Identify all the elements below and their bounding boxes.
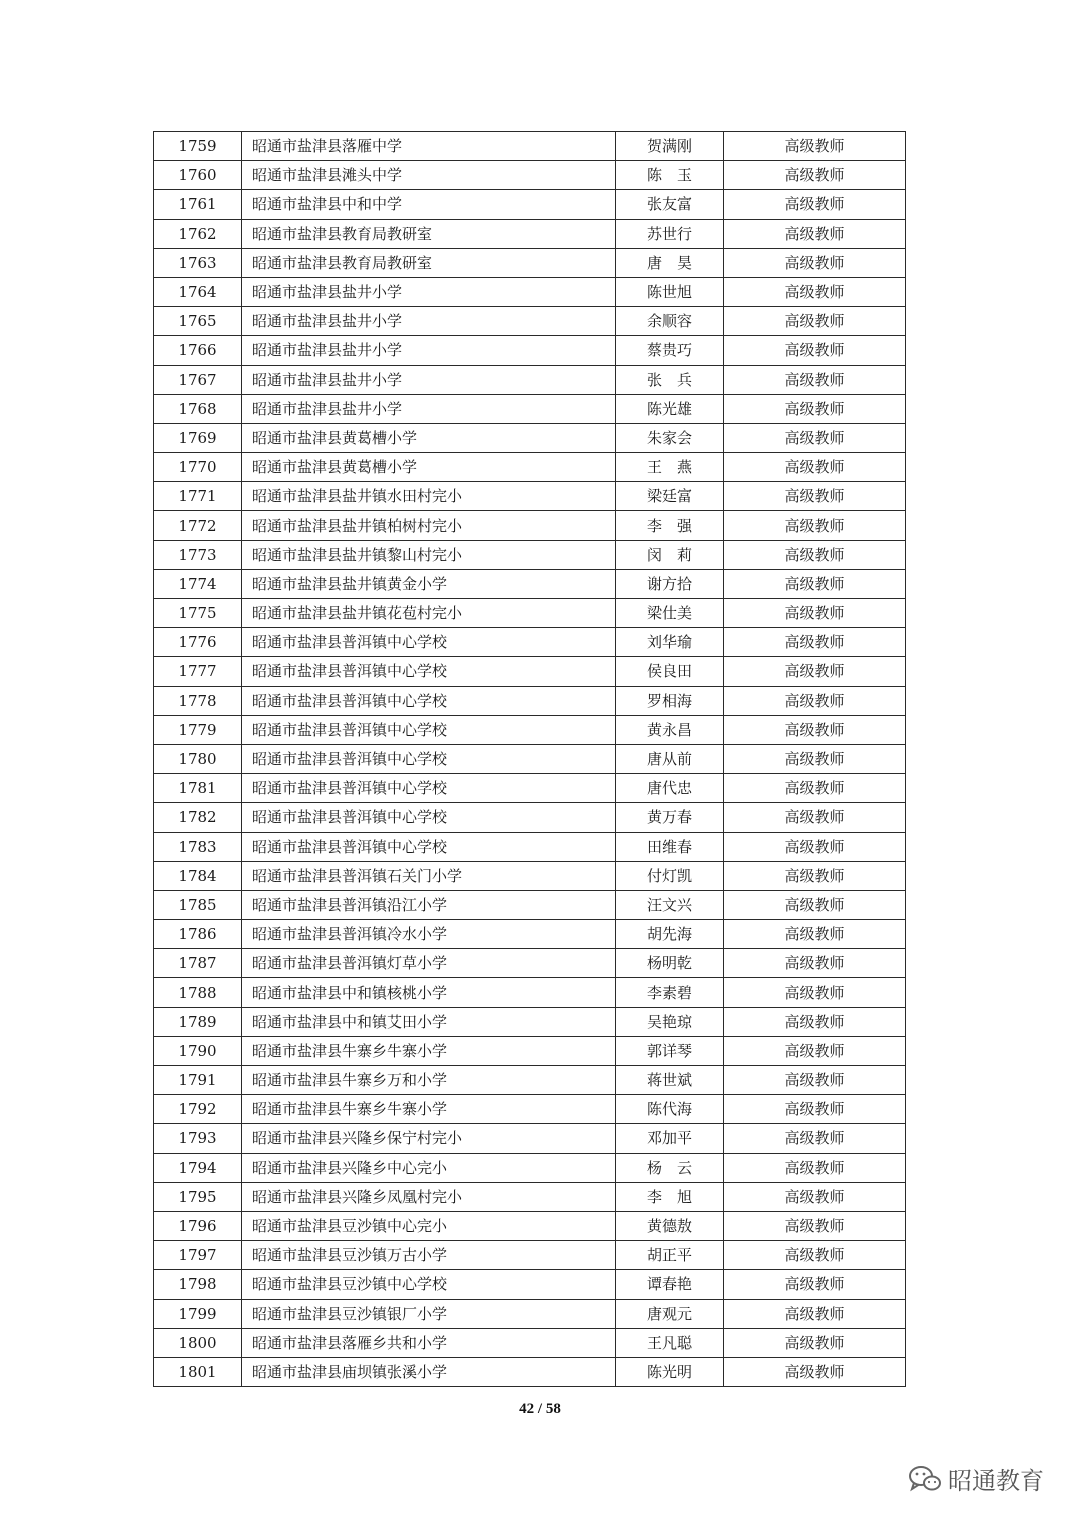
teacher-name: 唐代忠 (616, 774, 724, 803)
row-number: 1798 (154, 1270, 242, 1299)
teacher-name: 闵 莉 (616, 540, 724, 569)
school-name: 昭通市盐津县黄葛槽小学 (242, 453, 616, 482)
teacher-title: 高级教师 (724, 482, 906, 511)
row-number: 1776 (154, 628, 242, 657)
table-row (154, 1270, 906, 1299)
table-row (154, 511, 906, 540)
teacher-title: 高级教师 (724, 1182, 906, 1211)
school-name: 昭通市盐津县普洱镇中心学校 (242, 774, 616, 803)
teacher-title: 高级教师 (724, 978, 906, 1007)
table-row (154, 365, 906, 394)
teacher-name: 杨 云 (616, 1153, 724, 1182)
table-row (154, 1124, 906, 1153)
teacher-title: 高级教师 (724, 1124, 906, 1153)
row-number: 1771 (154, 482, 242, 511)
row-number: 1801 (154, 1357, 242, 1386)
teacher-title: 高级教师 (724, 628, 906, 657)
teacher-title: 高级教师 (724, 453, 906, 482)
row-number: 1778 (154, 686, 242, 715)
teacher-name: 贺满刚 (616, 132, 724, 161)
school-name: 昭通市盐津县普洱镇中心学校 (242, 657, 616, 686)
teacher-table (153, 131, 906, 1387)
row-number: 1766 (154, 336, 242, 365)
row-number: 1785 (154, 890, 242, 919)
table-row (154, 307, 906, 336)
table-row (154, 540, 906, 569)
teacher-title: 高级教师 (724, 1270, 906, 1299)
table-row (154, 861, 906, 890)
table-row (154, 890, 906, 919)
teacher-title: 高级教师 (724, 569, 906, 598)
table-row (154, 423, 906, 452)
school-name: 昭通市盐津县中和镇艾田小学 (242, 1007, 616, 1036)
teacher-name: 余顺容 (616, 307, 724, 336)
school-name: 昭通市盐津县滩头中学 (242, 161, 616, 190)
teacher-name: 苏世行 (616, 219, 724, 248)
school-name: 昭通市盐津县盐井镇水田村完小 (242, 482, 616, 511)
teacher-name: 张友富 (616, 190, 724, 219)
row-number: 1789 (154, 1007, 242, 1036)
teacher-name: 李 旭 (616, 1182, 724, 1211)
table-row (154, 1095, 906, 1124)
school-name: 昭通市盐津县豆沙镇万古小学 (242, 1241, 616, 1270)
table-row (154, 190, 906, 219)
row-number: 1775 (154, 599, 242, 628)
row-number: 1790 (154, 1036, 242, 1065)
row-number: 1767 (154, 365, 242, 394)
page-number: 42 / 58 (519, 1401, 561, 1417)
row-number: 1764 (154, 277, 242, 306)
school-name: 昭通市盐津县教育局教研室 (242, 219, 616, 248)
teacher-title: 高级教师 (724, 394, 906, 423)
teacher-title: 高级教师 (724, 1095, 906, 1124)
school-name: 昭通市盐津县盐井小学 (242, 307, 616, 336)
teacher-name: 谢方拾 (616, 569, 724, 598)
teacher-title: 高级教师 (724, 1007, 906, 1036)
teacher-title: 高级教师 (724, 219, 906, 248)
row-number: 1765 (154, 307, 242, 336)
teacher-title: 高级教师 (724, 861, 906, 890)
teacher-title: 高级教师 (724, 657, 906, 686)
teacher-title: 高级教师 (724, 686, 906, 715)
school-name: 昭通市盐津县盐井小学 (242, 336, 616, 365)
teacher-title: 高级教师 (724, 1328, 906, 1357)
teacher-name: 刘华瑜 (616, 628, 724, 657)
row-number: 1768 (154, 394, 242, 423)
teacher-name: 梁廷富 (616, 482, 724, 511)
teacher-title: 高级教师 (724, 540, 906, 569)
teacher-title: 高级教师 (724, 190, 906, 219)
table-row (154, 277, 906, 306)
row-number: 1787 (154, 949, 242, 978)
table-row (154, 1182, 906, 1211)
table-row (154, 1066, 906, 1095)
teacher-name: 王凡聪 (616, 1328, 724, 1357)
teacher-name: 杨明乾 (616, 949, 724, 978)
teacher-title: 高级教师 (724, 599, 906, 628)
school-name: 昭通市盐津县豆沙镇银厂小学 (242, 1299, 616, 1328)
table-row (154, 1299, 906, 1328)
teacher-title: 高级教师 (724, 715, 906, 744)
school-name: 昭通市盐津县牛寨乡万和小学 (242, 1066, 616, 1095)
row-number: 1793 (154, 1124, 242, 1153)
teacher-title: 高级教师 (724, 132, 906, 161)
school-name: 昭通市盐津县兴隆乡中心完小 (242, 1153, 616, 1182)
teacher-title: 高级教师 (724, 423, 906, 452)
teacher-name: 邓加平 (616, 1124, 724, 1153)
teacher-title: 高级教师 (724, 890, 906, 919)
teacher-name: 黄万春 (616, 803, 724, 832)
teacher-name: 唐从前 (616, 744, 724, 773)
school-name: 昭通市盐津县普洱镇冷水小学 (242, 920, 616, 949)
school-name: 昭通市盐津县普洱镇中心学校 (242, 744, 616, 773)
table-row (154, 949, 906, 978)
table-row (154, 628, 906, 657)
wechat-icon (908, 1464, 942, 1494)
table-row (154, 774, 906, 803)
school-name: 昭通市盐津县盐井镇黄金小学 (242, 569, 616, 598)
school-name: 昭通市盐津县盐井小学 (242, 277, 616, 306)
table-row (154, 1036, 906, 1065)
table-row (154, 686, 906, 715)
row-number: 1795 (154, 1182, 242, 1211)
school-name: 昭通市盐津县盐井小学 (242, 394, 616, 423)
school-name: 昭通市盐津县豆沙镇中心学校 (242, 1270, 616, 1299)
teacher-title: 高级教师 (724, 1241, 906, 1270)
table-row (154, 1007, 906, 1036)
teacher-name: 汪文兴 (616, 890, 724, 919)
school-name: 昭通市盐津县普洱镇中心学校 (242, 715, 616, 744)
table-row (154, 832, 906, 861)
table-row (154, 1153, 906, 1182)
teacher-name: 陈 玉 (616, 161, 724, 190)
row-number: 1791 (154, 1066, 242, 1095)
teacher-name: 田维春 (616, 832, 724, 861)
teacher-title: 高级教师 (724, 949, 906, 978)
teacher-name: 蒋世斌 (616, 1066, 724, 1095)
school-name: 昭通市盐津县普洱镇中心学校 (242, 832, 616, 861)
school-name: 昭通市盐津县庙坝镇张溪小学 (242, 1357, 616, 1386)
school-name: 昭通市盐津县普洱镇沿江小学 (242, 890, 616, 919)
table-row (154, 657, 906, 686)
teacher-name: 唐观元 (616, 1299, 724, 1328)
table-row (154, 1357, 906, 1386)
watermark-text: 昭通教育 (948, 1467, 1044, 1495)
row-number: 1794 (154, 1153, 242, 1182)
teacher-title: 高级教师 (724, 365, 906, 394)
table-row (154, 1328, 906, 1357)
teacher-name: 王 燕 (616, 453, 724, 482)
row-number: 1772 (154, 511, 242, 540)
table-row (154, 744, 906, 773)
school-name: 昭通市盐津县兴隆乡凤凰村完小 (242, 1182, 616, 1211)
teacher-title: 高级教师 (724, 511, 906, 540)
table-row (154, 599, 906, 628)
teacher-name: 侯良田 (616, 657, 724, 686)
teacher-name: 张 兵 (616, 365, 724, 394)
table-row (154, 978, 906, 1007)
table-row (154, 482, 906, 511)
row-number: 1779 (154, 715, 242, 744)
school-name: 昭通市盐津县牛寨乡牛寨小学 (242, 1036, 616, 1065)
row-number: 1759 (154, 132, 242, 161)
teacher-title: 高级教师 (724, 336, 906, 365)
table-row (154, 803, 906, 832)
teacher-title: 高级教师 (724, 161, 906, 190)
watermark (908, 1461, 1044, 1496)
table-row (154, 161, 906, 190)
row-number: 1797 (154, 1241, 242, 1270)
school-name: 昭通市盐津县普洱镇中心学校 (242, 686, 616, 715)
teacher-title: 高级教师 (724, 920, 906, 949)
row-number: 1780 (154, 744, 242, 773)
row-number: 1773 (154, 540, 242, 569)
row-number: 1796 (154, 1211, 242, 1240)
school-name: 昭通市盐津县豆沙镇中心完小 (242, 1211, 616, 1240)
teacher-title: 高级教师 (724, 744, 906, 773)
teacher-name: 黄德敖 (616, 1211, 724, 1240)
table-row (154, 132, 906, 161)
table-row (154, 920, 906, 949)
row-number: 1783 (154, 832, 242, 861)
row-number: 1788 (154, 978, 242, 1007)
teacher-title: 高级教师 (724, 803, 906, 832)
school-name: 昭通市盐津县中和镇核桃小学 (242, 978, 616, 1007)
row-number: 1782 (154, 803, 242, 832)
teacher-title: 高级教师 (724, 307, 906, 336)
school-name: 昭通市盐津县中和中学 (242, 190, 616, 219)
school-name: 昭通市盐津县盐井小学 (242, 365, 616, 394)
row-number: 1800 (154, 1328, 242, 1357)
teacher-name: 谭春艳 (616, 1270, 724, 1299)
teacher-name: 唐 昊 (616, 248, 724, 277)
teacher-title: 高级教师 (724, 1066, 906, 1095)
teacher-title: 高级教师 (724, 1211, 906, 1240)
teacher-title: 高级教师 (724, 1153, 906, 1182)
school-name: 昭通市盐津县黄葛槽小学 (242, 423, 616, 452)
teacher-name: 陈世旭 (616, 277, 724, 306)
school-name: 昭通市盐津县普洱镇灯草小学 (242, 949, 616, 978)
teacher-name: 胡正平 (616, 1241, 724, 1270)
row-number: 1761 (154, 190, 242, 219)
teacher-name: 朱家会 (616, 423, 724, 452)
school-name: 昭通市盐津县普洱镇中心学校 (242, 803, 616, 832)
row-number: 1770 (154, 453, 242, 482)
table-body (154, 132, 906, 1387)
row-number: 1762 (154, 219, 242, 248)
school-name: 昭通市盐津县兴隆乡保宁村完小 (242, 1124, 616, 1153)
teacher-title: 高级教师 (724, 1036, 906, 1065)
teacher-title: 高级教师 (724, 832, 906, 861)
row-number: 1799 (154, 1299, 242, 1328)
school-name: 昭通市盐津县普洱镇石关门小学 (242, 861, 616, 890)
school-name: 昭通市盐津县盐井镇黎山村完小 (242, 540, 616, 569)
row-number: 1769 (154, 423, 242, 452)
teacher-name: 蔡贵巧 (616, 336, 724, 365)
table-row (154, 336, 906, 365)
school-name: 昭通市盐津县盐井镇柏树村完小 (242, 511, 616, 540)
row-number: 1777 (154, 657, 242, 686)
teacher-title: 高级教师 (724, 1357, 906, 1386)
teacher-title: 高级教师 (724, 248, 906, 277)
teacher-name: 黄永昌 (616, 715, 724, 744)
teacher-name: 李素碧 (616, 978, 724, 1007)
table-row (154, 219, 906, 248)
teacher-title: 高级教师 (724, 277, 906, 306)
teacher-title: 高级教师 (724, 1299, 906, 1328)
row-number: 1760 (154, 161, 242, 190)
school-name: 昭通市盐津县牛寨乡牛寨小学 (242, 1095, 616, 1124)
table-row (154, 1211, 906, 1240)
teacher-name: 陈光雄 (616, 394, 724, 423)
school-name: 昭通市盐津县落雁中学 (242, 132, 616, 161)
table-row (154, 1241, 906, 1270)
teacher-name: 罗相海 (616, 686, 724, 715)
table-row (154, 569, 906, 598)
row-number: 1774 (154, 569, 242, 598)
school-name: 昭通市盐津县落雁乡共和小学 (242, 1328, 616, 1357)
row-number: 1763 (154, 248, 242, 277)
teacher-name: 胡先海 (616, 920, 724, 949)
teacher-name: 陈光明 (616, 1357, 724, 1386)
row-number: 1792 (154, 1095, 242, 1124)
teacher-name: 郭详琴 (616, 1036, 724, 1065)
teacher-name: 李 强 (616, 511, 724, 540)
teacher-name: 梁仕美 (616, 599, 724, 628)
teacher-title: 高级教师 (724, 774, 906, 803)
table-row (154, 715, 906, 744)
table-row (154, 394, 906, 423)
school-name: 昭通市盐津县普洱镇中心学校 (242, 628, 616, 657)
row-number: 1781 (154, 774, 242, 803)
table-row (154, 453, 906, 482)
teacher-name: 陈代海 (616, 1095, 724, 1124)
school-name: 昭通市盐津县盐井镇花苞村完小 (242, 599, 616, 628)
teacher-name: 付灯凯 (616, 861, 724, 890)
table-row (154, 248, 906, 277)
school-name: 昭通市盐津县教育局教研室 (242, 248, 616, 277)
teacher-name: 吴艳琼 (616, 1007, 724, 1036)
row-number: 1786 (154, 920, 242, 949)
row-number: 1784 (154, 861, 242, 890)
